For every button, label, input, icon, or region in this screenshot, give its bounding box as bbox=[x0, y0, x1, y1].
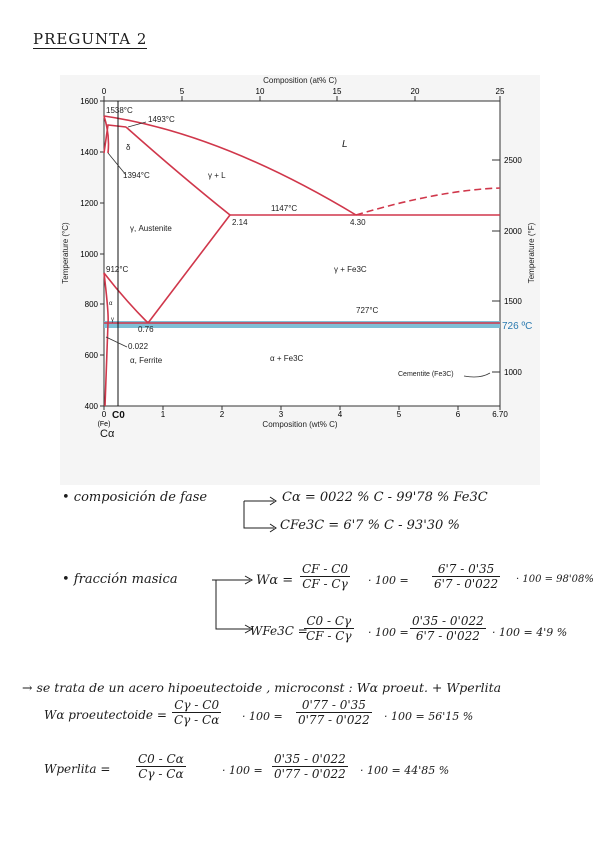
top-tick-label: 25 bbox=[495, 87, 505, 96]
label-912: 912°C bbox=[106, 265, 129, 274]
label-727: 727°C bbox=[356, 306, 379, 315]
wper-f2-denominator: 0'77 - 0'022 bbox=[274, 767, 346, 781]
wfe3c-lhs: WFe3C = bbox=[250, 624, 308, 638]
bottom-tick-label: 2 bbox=[219, 410, 225, 419]
label-delta: δ bbox=[126, 143, 131, 152]
wfe3c-f1-denominator: CF - Cγ bbox=[306, 629, 352, 643]
walpha-multiplier: · 100 = bbox=[368, 574, 409, 587]
wpro-fraction-2 bbox=[296, 698, 372, 727]
wfe3c-f2-numerator: 0'35 - 0'022 bbox=[412, 614, 484, 628]
walpha-fraction-2 bbox=[432, 562, 500, 591]
left-tick-label: 1400 bbox=[80, 148, 98, 157]
label-ferrite: α, Ferrite bbox=[130, 356, 163, 365]
right-axis-title: Temperature (°F) bbox=[527, 222, 536, 284]
left-tick-label: 400 bbox=[84, 402, 98, 411]
right-tick-label: 1000 bbox=[504, 368, 522, 377]
walpha-lhs: Wα = bbox=[256, 573, 294, 588]
label-cementite: Cementite (Fe3C) bbox=[398, 371, 454, 378]
top-tick-label: 5 bbox=[179, 87, 185, 96]
top-tick-label: 20 bbox=[410, 87, 420, 96]
label-0-022: 0.022 bbox=[128, 342, 149, 351]
label-1147: 1147°C bbox=[271, 204, 298, 213]
top-tick-label: 15 bbox=[332, 87, 342, 96]
wfe3c-multiplier: · 100 = bbox=[368, 626, 409, 639]
wpro-f2-numerator: 0'77 - 0'35 bbox=[296, 698, 372, 713]
label-1493: 1493°C bbox=[148, 115, 175, 124]
right-tick-label: 2000 bbox=[504, 227, 522, 236]
left-tick-label: 1200 bbox=[80, 199, 98, 208]
label-gamma-small: γ bbox=[111, 317, 114, 323]
label-gamma-l: γ + L bbox=[208, 171, 226, 180]
left-tick-label: 800 bbox=[84, 300, 98, 309]
bottom-tick-label: 3 bbox=[278, 410, 284, 419]
bottom-tick-label: 6 bbox=[455, 410, 461, 419]
bottom-axis-title: Composition (wt% C) bbox=[262, 420, 338, 429]
calpha-label: Cα bbox=[100, 428, 115, 440]
bottom-tick-label: 4 bbox=[337, 410, 343, 419]
label-2-14: 2.14 bbox=[232, 218, 248, 227]
wper-f2-numerator: 0'35 - 0'022 bbox=[274, 752, 346, 766]
wper-lhs: Wperlita = bbox=[44, 762, 111, 776]
walpha-f1-numerator: CF - C0 bbox=[302, 562, 349, 576]
composicion-bracket bbox=[242, 495, 282, 535]
wper-f1-denominator: Cγ - Cα bbox=[138, 767, 184, 781]
label-liquid: L bbox=[342, 139, 348, 150]
wfe3c-fraction-2 bbox=[410, 614, 486, 643]
726c-highlight-band bbox=[104, 321, 500, 328]
bottom-tick-label: 1 bbox=[160, 410, 166, 419]
page-heading: PREGUNTA 2 bbox=[33, 30, 148, 48]
label-austenite: γ, Austenite bbox=[130, 224, 172, 233]
wpro-multiplier: · 100 = bbox=[242, 710, 283, 723]
bottom-tick-label: 0 bbox=[101, 410, 107, 419]
fe-c-phase-diagram bbox=[60, 75, 540, 485]
annotation-726: 726 ºC bbox=[502, 321, 533, 332]
left-tick-label: 600 bbox=[84, 351, 98, 360]
wpro-lhs: Wα proeutectoide = bbox=[44, 708, 167, 722]
label-gamma-fe3c: γ + Fe3C bbox=[334, 265, 367, 274]
composicion-label: • composición de fase bbox=[62, 490, 208, 505]
left-tick-label: 1600 bbox=[80, 97, 98, 106]
label-0-76: 0.76 bbox=[138, 325, 154, 334]
wpro-f1-numerator: Cγ - C0 bbox=[172, 698, 221, 713]
wfe3c-f2-denominator: 6'7 - 0'022 bbox=[415, 629, 480, 643]
right-tick-label: 2500 bbox=[504, 156, 522, 165]
hypoeutectoid-line: → se trata de un acero hipoeutectoide , microconst : Wα proeut. + Wperlita bbox=[22, 680, 502, 695]
wfe3c-fraction-1 bbox=[304, 614, 354, 643]
wper-fraction-1 bbox=[136, 752, 186, 781]
label-alpha-fe3c: α + Fe3C bbox=[270, 354, 304, 363]
bottom-tick-label: 5 bbox=[396, 410, 402, 419]
wper-f1-numerator: C0 - Cα bbox=[138, 752, 184, 766]
wpro-result: · 100 = 56'15 % bbox=[384, 710, 474, 723]
top-axis-title: Composition (at% C) bbox=[263, 76, 337, 85]
wpro-f1-denominator: Cγ - Cα bbox=[174, 713, 220, 727]
bottom-tick-label: 6.70 bbox=[492, 410, 508, 419]
label-1394: 1394°C bbox=[123, 171, 150, 180]
walpha-f1-denominator: CF - Cγ bbox=[302, 577, 348, 591]
wpro-fraction-1 bbox=[172, 698, 221, 727]
walpha-f2-denominator: 6'7 - 0'022 bbox=[434, 577, 499, 591]
wper-fraction-2 bbox=[272, 752, 348, 781]
wpro-f2-denominator: 0'77 - 0'022 bbox=[298, 713, 370, 727]
left-axis-title: Temperature (°C) bbox=[61, 222, 70, 284]
left-tick-label: 1000 bbox=[80, 250, 98, 259]
top-tick-label: 0 bbox=[101, 87, 107, 96]
cfe3c-equation: CFe3C = 6'7 % C - 93'30 % bbox=[280, 518, 460, 533]
label-alpha-small: α bbox=[109, 301, 113, 307]
calpha-equation: Cα = 0022 % C - 99'78 % Fe3C bbox=[282, 490, 488, 505]
c0-label: C0 bbox=[112, 410, 125, 421]
fraccion-label: • fracción masica bbox=[62, 572, 178, 587]
walpha-f2-numerator: 6'7 - 0'35 bbox=[432, 562, 500, 577]
walpha-result: · 100 = 98'08% bbox=[516, 574, 594, 585]
wfe3c-result: · 100 = 4'9 % bbox=[492, 626, 568, 639]
fe-label: (Fe) bbox=[97, 421, 111, 428]
wper-multiplier: · 100 = bbox=[222, 764, 263, 777]
walpha-fraction-1 bbox=[300, 562, 350, 591]
top-tick-label: 10 bbox=[255, 87, 265, 96]
label-4-30: 4.30 bbox=[350, 218, 366, 227]
right-tick-label: 1500 bbox=[504, 297, 522, 306]
wfe3c-f1-numerator: C0 - Cγ bbox=[304, 614, 354, 629]
label-1538: 1538°C bbox=[106, 106, 133, 115]
wper-result: · 100 = 44'85 % bbox=[360, 764, 450, 777]
